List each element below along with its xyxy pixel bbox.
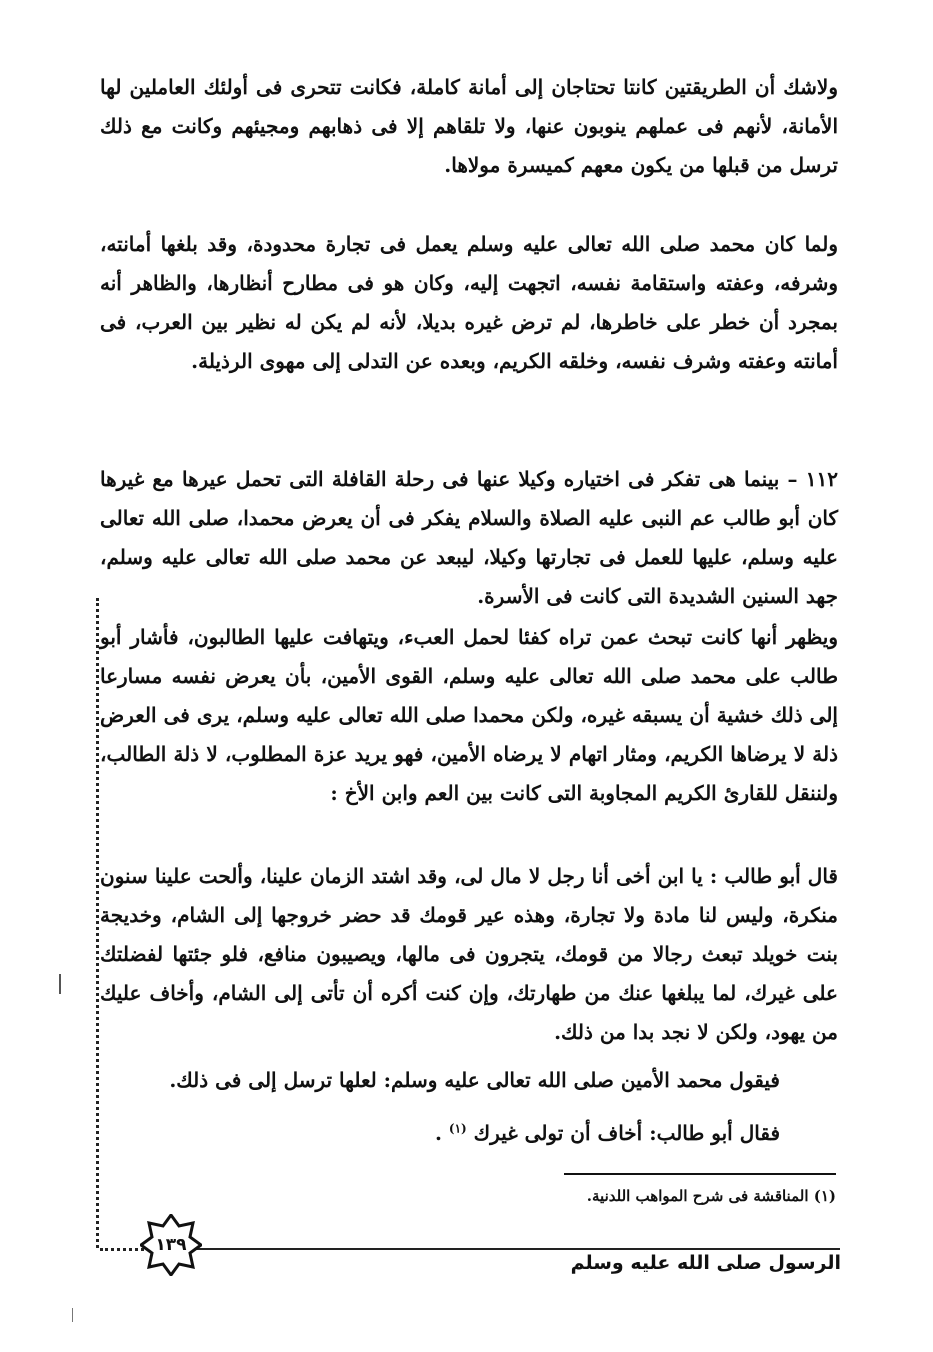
paragraph-6 [100, 1061, 838, 1100]
paragraph-4 [100, 618, 838, 813]
paragraph-text: ولاشك أن الطريقتين كانتا تحتاجان إلى أمانة كاملة، فكانت تتحرى فى أولئك العاملين لها الأمانة، لأنهم فى عملهم ينوبون عنها، ولا تلقاهم إلا فى ذهابهم ومجيئهم وكانت مع ذلك ترسل من قبلها من يكون معهم كميسرة مولاها. [100, 75, 838, 177]
footnote-rule [564, 1173, 836, 1175]
paragraph-1 [100, 68, 838, 185]
scan-mark [59, 974, 64, 994]
footnote-reference: (١) [448, 1121, 467, 1136]
paragraph-text: ١١٢ – بينما هى تفكر فى اختياره وكيلا عنها فى رحلة القافلة التى تحمل عيرها مع غيرها كان أبو طالب عم النبى عليه الصلاة والسلام يفكر فى أن يعرض محمدا، صلى الله تعالى عليه وسلم، عليها للعمل فى تجارتها وكيلا، ليبعد عن محمد صلى الله تعالى عليه وسلم، جهد السنين الشديدة التى كانت فى الأسرة. [100, 467, 838, 608]
paragraph-text: قال أبو طالب : يا ابن أخى أنا رجل لا مال لى، وقد اشتد الزمان علينا، وألحت علينا سنون منكرة، وليس لنا مادة ولا تجارة، وهذه عير قومك قد حضر خروجها إلى الشام، وخديجة بنت خويلد تبعث رجالا من قومك، يتجرون فى مالها، ويصيبون منافع، فلو جئتها لفضلتك على غيرك، لما يبلغها عنك من طهارتك، وإن كنت أكره أن تأتى إلى الشام، وأخاف عليك من يهود، ولكن لا نجد بدا من ذلك. [100, 864, 838, 1044]
page-number-badge [140, 1214, 202, 1276]
running-title: الرسول صلى الله عليه وسلم [570, 1252, 841, 1274]
paragraph-5 [100, 857, 838, 1052]
paragraph-text: ويظهر أنها كانت تبحث عمن تراه كفئا لحمل العبء، ويتهافت عليها الطالبون، فأشار أبو طالب على محمد صلى الله تعالى عليه وسلم، القوى الأمين، بأن يعرض نفسه مسارعا إلى ذلك خشية أن يسبقه غيره، ولكن محمدا صلى الله تعالى عليه وسلم، يرى فى العرض ذلة لا يرضاها الكريم، ومثار اتهام لا يرضاه الأمين، فهو يريد عزة المطلوب، لا ذلة الطالب، ولننقل للقارئ الكريم المجاوبة التى كانت بين العم وابن الأخ : [100, 625, 838, 805]
paragraph-text: ولما كان محمد صلى الله تعالى عليه وسلم يعمل فى تجارة محدودة، وقد بلغها أمانته، وشرفه، وعفته واستقامة نفسه، اتجهت إليه، وكان هو فى مطارح أنظارها، والظاهر أنه بمجرد أن خطر على خاطرها، لم ترض غيره بديلا، لأنه لم يكن له نظير بين العرب، فى أمانته وعفته وشرف نفسه، وخلقه الكريم، وبعده عن التدلى إلى مهوى الرذيلة. [100, 232, 838, 373]
paragraph-3 [100, 460, 838, 616]
last-line-end: . [434, 1121, 442, 1145]
page-frame-bottom-dotted [100, 1248, 144, 1251]
footnote: (١) المناقشة فى شرح المواهب اللدنية. [586, 1187, 836, 1205]
last-line-text: فقال أبو طالب: أخاف أن تولى غيرك [473, 1121, 780, 1145]
page-frame-bottom-rule [196, 1248, 840, 1250]
paragraph-7 [100, 1114, 838, 1153]
page-number: ١٣٩ [155, 1235, 187, 1255]
scan-mark [72, 1308, 75, 1322]
page-frame-left [96, 598, 99, 1248]
paragraph-text [100, 1114, 780, 1153]
paragraph-text: فيقول محمد الأمين صلى الله تعالى عليه وسلم: لعلها ترسل إلى فى ذلك. [169, 1068, 780, 1092]
paragraph-2 [100, 225, 838, 381]
